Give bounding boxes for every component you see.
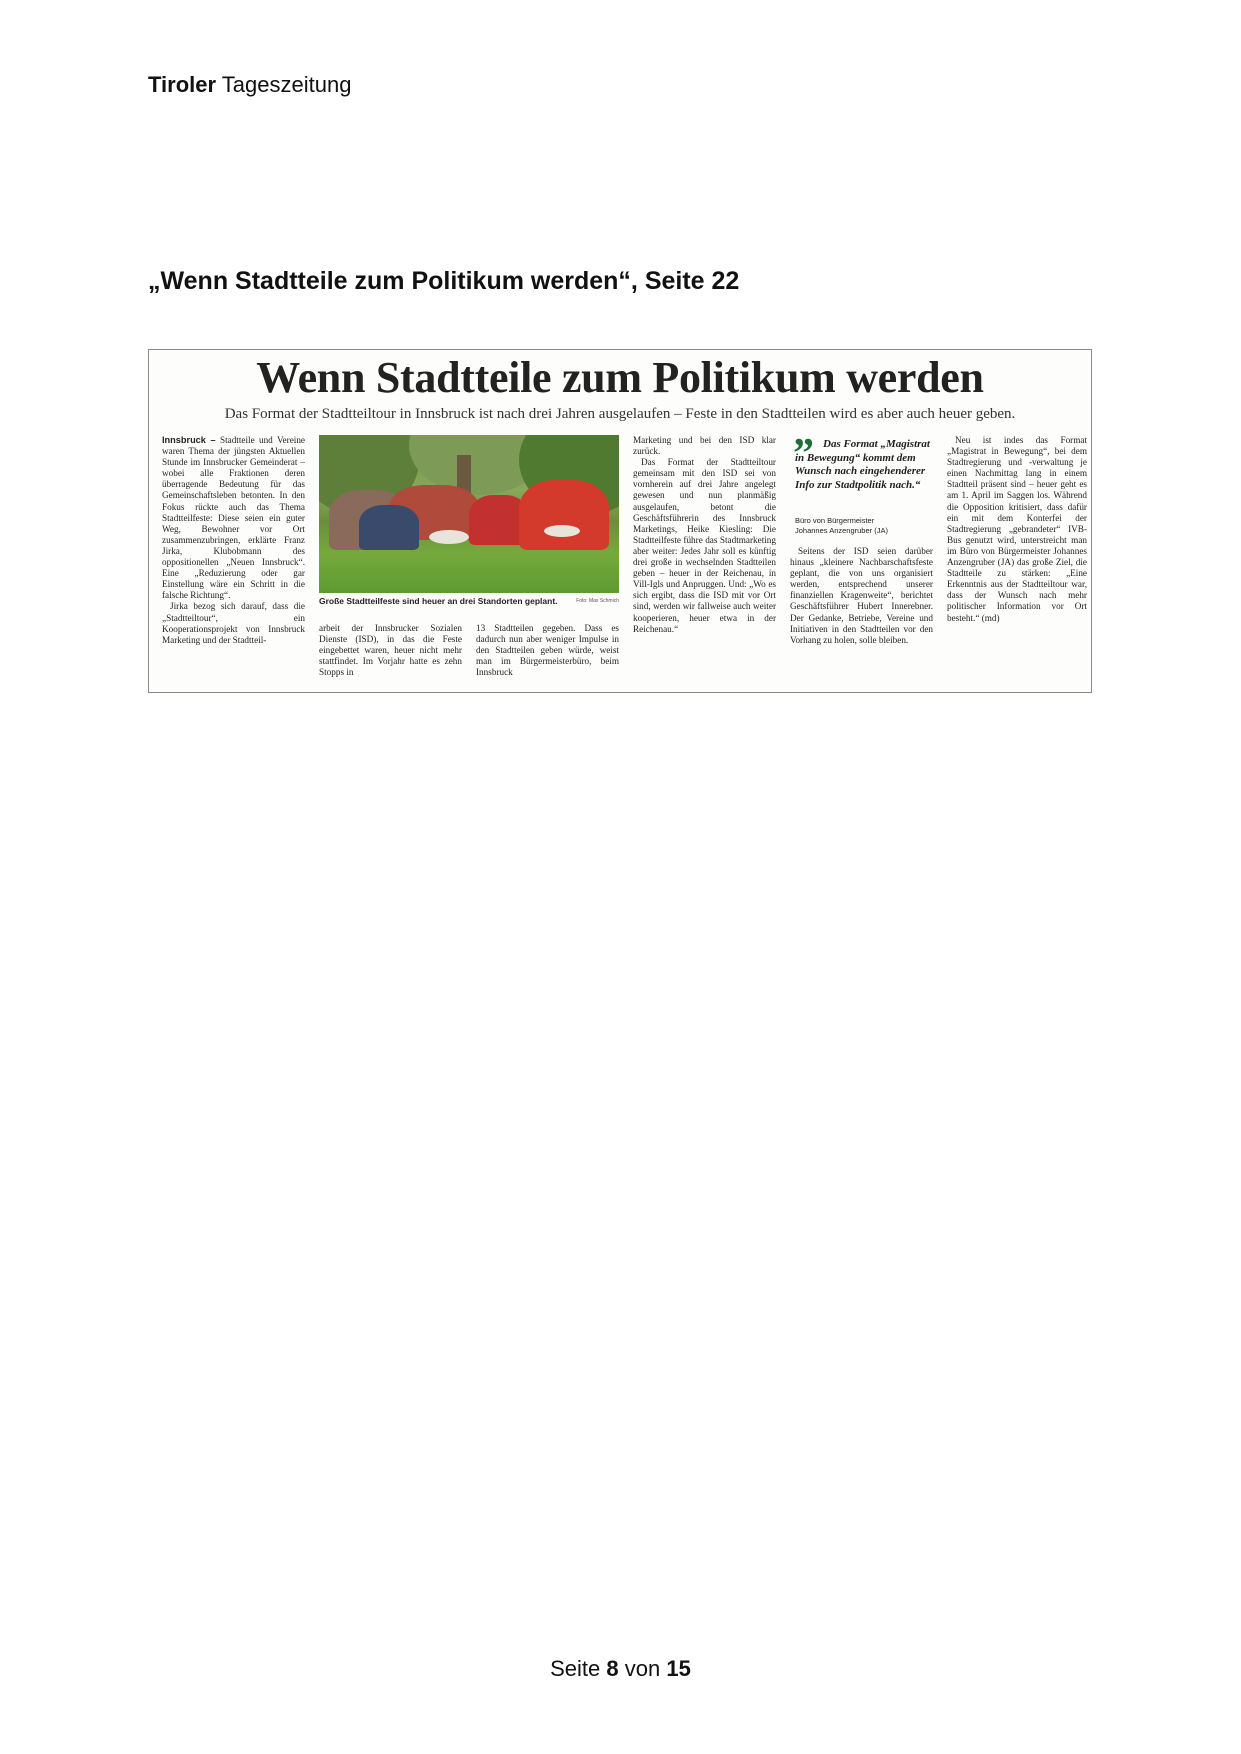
quote-mark-icon: ”	[793, 431, 814, 477]
photo-credit: Foto: Max Schmich	[576, 598, 619, 604]
pull-quote-source-line-2: Johannes Anzengruber (JA)	[795, 526, 888, 535]
column-4-paragraph-2: Das Format der Stadtteiltour gemeinsam mit den ISD sei von vornherein auf drei Jahre angelegt gewesen und nun planmäßig ausgelaufen, betont die Geschäftsführerin des Innsbruck Marketings, Heike Kiesling: Die Stadtteilfeste führe das Stadtmarketing aber weiter: Jedes Jahr soll es künftig drei große in wechselnden Stadtteilen geben – heuer in der Reichenau, in Vill-Igls und Anpruggen. Und: „Wo es sich ergibt, dass die ISD mit vor Ort sind, werden wir fallweise auch weiter kooperieren, heuer etwa in der Reichenau.“	[633, 457, 776, 634]
column-1-paragraph-1: Stadtteile und Vereine waren Thema der jüngsten Aktuellen Stunde im Innsbrucker Gemeinderat – wobei alle Fraktionen deren überragende Bedeutung für das Gemeinschaftsleben betonten. In den Fokus rückte auch das Thema Stadtteilfeste: Diese seien ein guter Weg, Bewohner vor Ort zusammenzubringen, erklärte Franz Jirka, Klubobmann des oppositionellen „Neuen Innsbruck“. Eine „Reduzierung oder gar Einstellung wäre ein Schritt in die falsche Richtung“.	[162, 435, 305, 601]
article-column-2: arbeit der Innsbrucker Sozialen Dienste (ISD), in das die Feste eingebettet waren, heuer nicht mehr stattfindet. Im Vorjahr hatte es zehn Stopps in	[319, 623, 462, 678]
footer-prefix: Seite	[550, 1656, 601, 1681]
article-photo	[319, 435, 619, 593]
photo-caption	[319, 596, 619, 606]
article-column-5: Seitens der ISD seien darüber hinaus „kleinere Nachbarschaftsfeste geplant, die von uns organisiert werden, entsprechend unserer finanziellen Kragenweite“, berichtet Geschäftsführer Hubert Innerebner. Der Gedanke, Betriebe, Vereine und Initiativen in den Stadtteilen vor den Vorhang zu holen, solle bleiben.	[790, 546, 933, 645]
footer-page-total: 15	[666, 1656, 691, 1681]
article-dateline: Innsbruck –	[162, 435, 216, 445]
article-headline: Wenn Stadtteile zum Politikum werden	[256, 353, 984, 402]
publication-name-bold: Tiroler	[148, 72, 217, 97]
photo-caption-text: Große Stadtteilfeste sind heuer an drei Standorten geplant.	[319, 596, 558, 606]
clip-heading: „Wenn Stadtteile zum Politikum werden“, Seite 22	[148, 267, 740, 295]
page-footer	[0, 1656, 1241, 1682]
publication-name	[148, 72, 351, 98]
column-4-paragraph-1: Marketing und bei den ISD klar zurück.	[633, 435, 776, 457]
article-column-4	[633, 435, 776, 685]
pull-quote-source-line-1: Büro von Bürgermeister	[795, 516, 875, 525]
column-1-paragraph-2: Jirka bezog sich darauf, dass die „Stadtteiltour“, ein Kooperationsprojekt von Innsbruck Marketing und der Stadtteil-	[162, 601, 305, 645]
article-column-3: 13 Stadtteilen gegeben. Dass es dadurch nun aber weniger Impulse in den Stadtteilen geben würde, weist man im Bürgermeisterbüro, beim Innsbruck	[476, 623, 619, 678]
footer-middle: von	[624, 1656, 661, 1681]
article-column-6: Neu ist indes das Format „Magistrat in Bewegung“, bei dem Stadtregierung und -verwaltung je einen Nachmittag lang in einem Stadtteil präsent sind – heuer geht es am 1. April im Saggen los. Während die Opposition kritisiert, dass dafür ein mit dem Konterfei der Stadtregierung „gebrandeter“ IVB-Bus genutzt wird, unterstreicht man im Büro von Bürgermeister Johannes Anzengruber (JA) das große Ziel, die Stadtteile zu stärken: „Eine Erkenntnis aus der Stadtteiltour war, dass der Wunsch nach mehr politischer Information vor Ort besteht.“ (md)	[947, 435, 1087, 623]
pull-quote: Das Format „Magistrat in Bewegung“ kommt dem Wunsch nach eingehenderer Info zur Stadtpolitik nach.“	[795, 438, 930, 491]
newspaper-clipping	[148, 349, 1092, 693]
pull-quote-source	[795, 516, 935, 536]
footer-page-number: 8	[606, 1656, 619, 1681]
article-column-1	[162, 435, 305, 685]
article-subhead: Das Format der Stadtteiltour in Innsbruck ist nach drei Jahren ausgelaufen – Feste in den Stadtteilen wird es aber auch heuer geben.	[224, 406, 1016, 422]
publication-name-rest: Tageszeitung	[221, 72, 352, 97]
